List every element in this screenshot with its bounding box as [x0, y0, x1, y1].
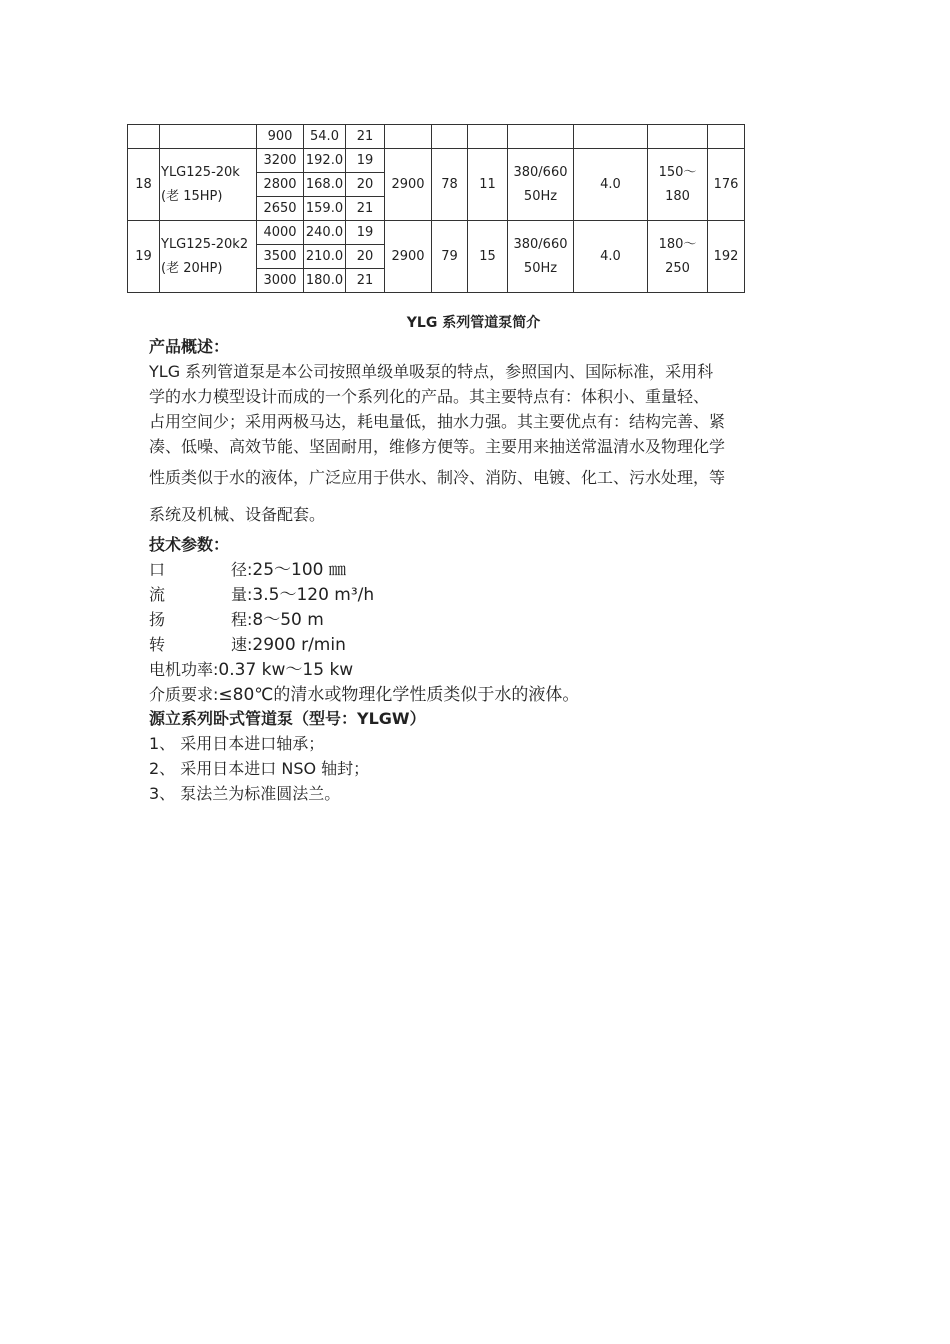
table-row: [128, 125, 745, 149]
param-key: 流: [149, 585, 166, 604]
cell-voltage: [508, 149, 574, 221]
range-end: 250: [665, 260, 690, 276]
overview-line: 性质类似于水的液体，广泛应用于供水、制冷、消防、电镀、化工、污水处理，等: [149, 468, 726, 487]
cell-head: 21: [346, 269, 385, 293]
param-value: 25～100 ㎜: [252, 560, 346, 580]
cell-voltage: [508, 125, 574, 149]
overview-line: 占用空间少；采用两极马达，耗电量低，抽水力强。其主要优点有：结构完善、紧: [149, 412, 726, 431]
cell-efficiency: 79: [432, 221, 468, 293]
param-value: ≤80℃的清水或物理化学性质类似于水的液体。: [218, 685, 580, 705]
param-value: 3.5～120 m³/h: [252, 585, 375, 605]
cell-no: 19: [128, 221, 160, 293]
param-value: 0.37 kw～15 kw: [218, 660, 354, 680]
param-row: [149, 557, 809, 582]
param-row: [149, 657, 809, 682]
cell-head: 21: [346, 125, 385, 149]
param-row: [149, 607, 809, 632]
cell-speed: 2900: [385, 221, 432, 293]
cell-flow-m3: 210.0: [304, 245, 346, 269]
cell-npsh: [574, 125, 648, 149]
param-key: 介质要求:: [149, 685, 219, 704]
param-value: 8～50 m: [252, 610, 324, 630]
cell-range: [648, 149, 708, 221]
overview-line: 学的水力模型设计而成的一个系列化的产品。其主要特点有：体积小、重量轻、: [149, 387, 710, 406]
overview-line: 凑、低噪、高效节能、坚固耐用，维修方便等。主要用来抽送常温清水及物理化学: [149, 437, 726, 456]
cell-head: 19: [346, 221, 385, 245]
table-row: [128, 221, 745, 245]
param-key-end: 径:: [231, 560, 253, 579]
cell-flow-m3: 240.0: [304, 221, 346, 245]
overview-line: 系统及机械、设备配套。: [149, 505, 326, 524]
model-note: (老 15HP): [161, 188, 223, 204]
param-key: 扬: [149, 610, 166, 629]
param-key: 转: [149, 635, 166, 654]
cell-model: [160, 149, 257, 221]
cell-npsh: 4.0: [574, 221, 648, 293]
pump-spec-table: [127, 124, 745, 293]
cell-model: [160, 221, 257, 293]
list-item: 3、 泵法兰为标准圆法兰。: [149, 784, 341, 803]
frequency-value: 50Hz: [523, 188, 558, 204]
range-end: 180: [665, 188, 690, 204]
param-row: [149, 582, 809, 607]
cell-voltage: [508, 221, 574, 293]
cell-head: 20: [346, 245, 385, 269]
param-row: [149, 682, 809, 707]
cell-flow: 4000: [257, 221, 304, 245]
param-key-end: 速:: [231, 635, 253, 654]
cell-power: [468, 125, 508, 149]
cell-head: 21: [346, 197, 385, 221]
model-name: YLG125-20k2: [161, 236, 249, 252]
param-key: 口: [149, 560, 166, 579]
cell-flow: 900: [257, 125, 304, 149]
param-key-end: 量:: [231, 585, 253, 604]
params-heading: 技术参数：: [149, 535, 230, 554]
document-body: [149, 335, 809, 806]
cell-flow-m3: 168.0: [304, 173, 346, 197]
cell-flow: 2650: [257, 197, 304, 221]
model-note: (老 20HP): [161, 260, 223, 276]
table-row: [128, 149, 745, 173]
overview-heading: 产品概述：: [149, 337, 230, 356]
cell-flow-m3: 159.0: [304, 197, 346, 221]
cell-weight: [708, 125, 745, 149]
cell-flow: 3500: [257, 245, 304, 269]
cell-flow-m3: 192.0: [304, 149, 346, 173]
cell-speed: [385, 125, 432, 149]
cell-range: [648, 125, 708, 149]
cell-flow: 3000: [257, 269, 304, 293]
cell-weight: 176: [708, 149, 745, 221]
table-caption: YLG 系列管道泵简介: [406, 315, 541, 331]
cell-no: [128, 125, 160, 149]
frequency-value: 50Hz: [523, 260, 558, 276]
ylgw-heading: 源立系列卧式管道泵（型号：YLGW）: [149, 709, 426, 728]
overview-line: YLG 系列管道泵是本公司按照单级单吸泵的特点，参照国内、国际标准，采用科: [149, 362, 714, 381]
cell-power: 15: [468, 221, 508, 293]
cell-power: 11: [468, 149, 508, 221]
cell-npsh: 4.0: [574, 149, 648, 221]
param-row: [149, 632, 809, 657]
voltage-value: 380/660: [513, 236, 568, 252]
range-start: 180～: [658, 236, 697, 252]
cell-head: 19: [346, 149, 385, 173]
param-key: 电机功率:: [149, 660, 219, 679]
cell-efficiency: 78: [432, 149, 468, 221]
range-start: 150～: [658, 164, 697, 180]
voltage-value: 380/660: [513, 164, 568, 180]
cell-no: 18: [128, 149, 160, 221]
cell-weight: 192: [708, 221, 745, 293]
cell-flow: 2800: [257, 173, 304, 197]
cell-head: 20: [346, 173, 385, 197]
cell-speed: 2900: [385, 149, 432, 221]
cell-efficiency: [432, 125, 468, 149]
cell-flow: 3200: [257, 149, 304, 173]
list-item: 2、 采用日本进口 NSO 轴封；: [149, 759, 370, 778]
cell-range: [648, 221, 708, 293]
list-item: 1、 采用日本进口轴承；: [149, 734, 325, 753]
param-key-end: 程:: [231, 610, 253, 629]
cell-model: [160, 125, 257, 149]
model-name: YLG125-20k: [161, 164, 240, 180]
param-value: 2900 r/min: [252, 635, 346, 655]
cell-flow-m3: 54.0: [304, 125, 346, 149]
cell-flow-m3: 180.0: [304, 269, 346, 293]
